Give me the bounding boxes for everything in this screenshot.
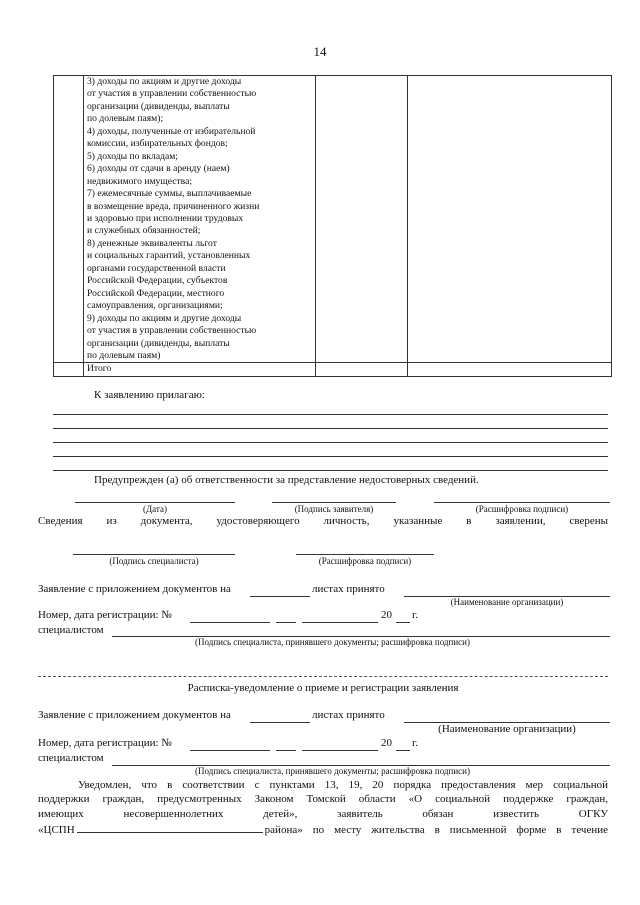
accepted-suffix: листах принято bbox=[312, 583, 385, 595]
specialist-caption: (Подпись специалиста, принявшего документы; расшифровка подписи) bbox=[195, 766, 470, 776]
year-prefix: 20 bbox=[381, 737, 392, 749]
attach-line[interactable] bbox=[53, 456, 608, 457]
notice-paragraph bbox=[38, 778, 608, 838]
specialist-signature-caption: (Подпись специалиста) bbox=[109, 556, 199, 566]
specialist-decoding-line[interactable] bbox=[296, 554, 434, 555]
income-line: органами государственной власти bbox=[87, 262, 226, 274]
applicant-signature-caption: (Подпись заявителя) bbox=[294, 504, 374, 514]
income-line: самоуправления, организациями; bbox=[87, 300, 223, 312]
attach-line[interactable] bbox=[53, 442, 608, 443]
amount-cell[interactable] bbox=[408, 76, 612, 363]
year-suffix: г. bbox=[412, 609, 419, 621]
income-line: по долевым паям) bbox=[87, 349, 161, 361]
income-line: от участия в управлении собственностью bbox=[87, 88, 257, 100]
total-amount-cell[interactable] bbox=[316, 363, 408, 376]
notice-line-4 bbox=[38, 821, 608, 837]
income-line: 4) доходы, полученные от избирательной bbox=[87, 125, 256, 137]
notice-line-4-prefix: «ЦСПН bbox=[38, 824, 75, 837]
income-line: 5) доходы по вкладам; bbox=[87, 150, 178, 162]
attach-line[interactable] bbox=[53, 428, 608, 429]
income-line: и служебных обязанностей; bbox=[87, 225, 201, 237]
sheets-count-line[interactable] bbox=[250, 722, 310, 723]
organization-caption: (Наименование организации) bbox=[450, 597, 564, 607]
income-table bbox=[53, 75, 612, 377]
organization-caption: (Наименование организации) bbox=[438, 723, 576, 735]
warning-text: Предупрежден (а) об ответственности за представление недостоверных сведений. bbox=[94, 474, 479, 486]
notice-line: Уведомлен, что в соответствии с пунктами 13, 19, 20 порядка предоставления мер социальной bbox=[78, 779, 608, 791]
income-line: 6) доходы от сдачи в аренду (наем) bbox=[87, 163, 230, 175]
registration-year-line[interactable] bbox=[396, 750, 410, 751]
income-line: Российской Федерации, местного bbox=[87, 287, 225, 299]
registration-number-line[interactable] bbox=[190, 750, 270, 751]
year-prefix: 20 bbox=[381, 609, 392, 621]
income-line: Российской Федерации, субъектов bbox=[87, 275, 228, 287]
attach-line[interactable] bbox=[53, 414, 608, 415]
income-line: недвижимого имущества; bbox=[87, 175, 192, 187]
income-line: организации (дивиденды, выплаты bbox=[87, 100, 230, 112]
date-caption: (Дата) bbox=[143, 504, 167, 514]
income-line: от участия в управлении собственностью bbox=[87, 325, 257, 337]
income-line: по долевым паям); bbox=[87, 113, 164, 125]
table-row bbox=[54, 363, 612, 376]
income-line: организации (дивиденды, выплаты bbox=[87, 337, 230, 349]
total-label: Итого bbox=[84, 363, 316, 376]
total-amount-cell[interactable] bbox=[408, 363, 612, 376]
registration-day-line[interactable] bbox=[276, 750, 296, 751]
accepted-prefix: Заявление с приложением документов на bbox=[38, 709, 231, 721]
sheets-count-line[interactable] bbox=[250, 596, 310, 597]
notice-line: имеющих несовершеннолетних детей», заявитель обязан известить ОГКУ bbox=[38, 807, 608, 820]
income-line: и социальных гарантий, установленных bbox=[87, 250, 251, 262]
verified-text: Сведения из документа, удостоверяющего личность, указанные в заявлении, сверены bbox=[38, 515, 608, 527]
district-line[interactable] bbox=[77, 821, 263, 833]
table-row bbox=[54, 76, 612, 363]
registration-month-line[interactable] bbox=[302, 622, 378, 623]
specialist-label: специалистом bbox=[38, 624, 104, 636]
specialist-caption: (Подпись специалиста, принявшего документы; расшифровка подписи) bbox=[195, 637, 470, 647]
registration-number-line[interactable] bbox=[190, 622, 270, 623]
amount-cell[interactable] bbox=[316, 76, 408, 363]
specialist-decoding-caption: (Расшифровка подписи) bbox=[318, 556, 412, 566]
specialist-label: специалистом bbox=[38, 752, 104, 764]
income-line: комиссии, избирательных фондов; bbox=[87, 138, 228, 150]
year-suffix: г. bbox=[412, 737, 419, 749]
accepted-prefix: Заявление с приложением документов на bbox=[38, 583, 231, 595]
cut-line bbox=[38, 676, 608, 677]
page-number: 14 bbox=[313, 44, 327, 59]
accepted-suffix: листах принято bbox=[312, 709, 385, 721]
registration-label: Номер, дата регистрации: № bbox=[38, 737, 172, 749]
income-line: 7) ежемесячные суммы, выплачиваемые bbox=[87, 188, 252, 200]
attach-label: К заявлению прилагаю: bbox=[94, 389, 205, 401]
income-line: в возмещение вреда, причиненного жизни bbox=[87, 200, 260, 212]
registration-label: Номер, дата регистрации: № bbox=[38, 609, 172, 621]
income-line: 3) доходы по акциям и другие доходы bbox=[87, 76, 242, 87]
receipt-title: Расписка-уведомление о приеме и регистрации заявления bbox=[187, 682, 459, 694]
signature-decoding-caption: (Расшифровка подписи) bbox=[475, 504, 569, 514]
specialist-signature-line[interactable] bbox=[73, 554, 235, 555]
income-line: 8) денежные эквиваленты льгот bbox=[87, 237, 217, 249]
registration-month-line[interactable] bbox=[302, 750, 378, 751]
registration-year-line[interactable] bbox=[396, 622, 410, 623]
income-types-cell bbox=[84, 76, 316, 363]
income-line: и здоровью при исполнении трудовых bbox=[87, 212, 244, 224]
notice-line-4-suffix: района» по месту жительства в письменной форме в течение bbox=[264, 824, 608, 837]
registration-day-line[interactable] bbox=[276, 622, 296, 623]
income-line: 9) доходы по акциям и другие доходы bbox=[87, 312, 242, 324]
signature-decoding-line[interactable] bbox=[434, 502, 610, 503]
attach-line[interactable] bbox=[53, 470, 608, 471]
date-line[interactable] bbox=[75, 502, 235, 503]
applicant-signature-line[interactable] bbox=[272, 502, 396, 503]
notice-line: поддержки граждан, предусмотренных Законом Томской области «О социальной поддержке граждан, bbox=[38, 793, 608, 806]
